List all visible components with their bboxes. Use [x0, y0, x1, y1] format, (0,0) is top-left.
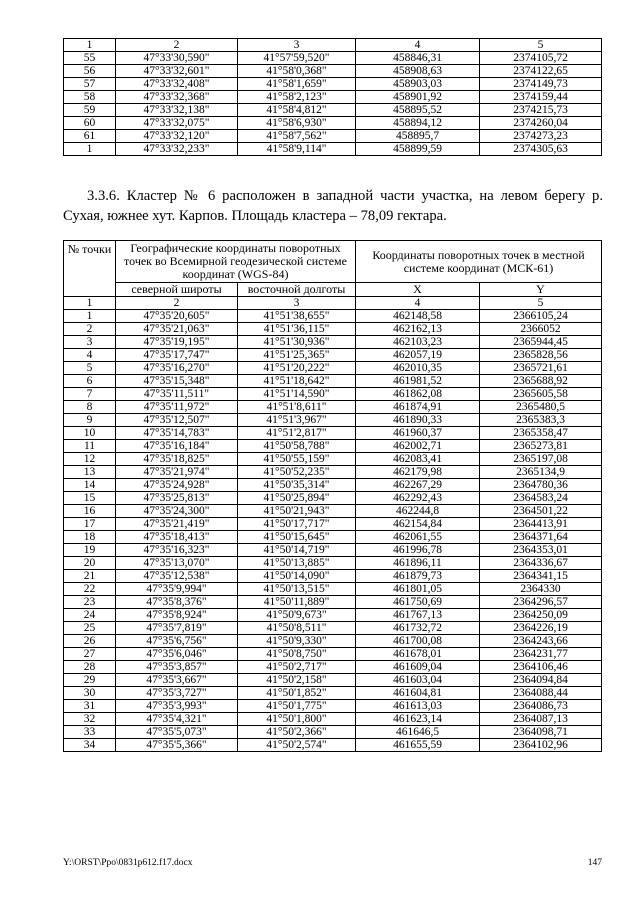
y-cell: 2365828,56	[480, 349, 602, 362]
y-cell: 2365134,9	[480, 466, 602, 479]
latitude-cell: 47°35'3,993"	[116, 700, 238, 713]
table-row	[64, 117, 602, 130]
y-cell: 2364413,91	[480, 518, 602, 531]
column-number: 1	[64, 39, 116, 52]
longitude-cell: 41°51'14,590"	[238, 388, 356, 401]
y-cell: 2364353,01	[480, 544, 602, 557]
longitude-cell: 41°50'58,788"	[238, 440, 356, 453]
longitude-cell: 41°50'13,885"	[238, 557, 356, 570]
point-number-cell: 59	[64, 104, 116, 117]
longitude-cell: 41°58'6,930"	[238, 117, 356, 130]
longitude-cell: 41°58'9,114"	[238, 143, 356, 156]
point-number-cell: 15	[64, 492, 116, 505]
point-number-cell: 9	[64, 414, 116, 427]
x-cell: 461678,01	[356, 648, 480, 661]
table-row	[64, 453, 602, 466]
longitude-cell: 41°51'30,936"	[238, 336, 356, 349]
point-number-cell: 17	[64, 518, 116, 531]
footer-page-number: 147	[587, 858, 602, 868]
table-row	[64, 323, 602, 336]
point-number-cell: 18	[64, 531, 116, 544]
latitude-cell: 47°35'6,756"	[116, 635, 238, 648]
table-row	[64, 78, 602, 91]
column-number-row	[64, 39, 602, 52]
point-number-cell: 22	[64, 583, 116, 596]
point-number-cell: 8	[64, 401, 116, 414]
x-cell: 458908,63	[356, 65, 480, 78]
point-number-cell: 28	[64, 661, 116, 674]
longitude-cell: 41°50'14,090"	[238, 570, 356, 583]
y-cell: 2364087,13	[480, 713, 602, 726]
y-cell: 2366105,24	[480, 310, 602, 323]
header-geo-coordinates: Географические координаты поворотных точек во Всемирной геодезической системе координат (WGS-84)	[116, 241, 356, 283]
x-cell: 461879,73	[356, 570, 480, 583]
longitude-cell: 41°50'1,775"	[238, 700, 356, 713]
x-cell: 458901,92	[356, 91, 480, 104]
latitude-cell: 47°33'32,368"	[116, 91, 238, 104]
latitude-cell: 47°35'3,727"	[116, 687, 238, 700]
point-number-cell: 10	[64, 427, 116, 440]
latitude-cell: 47°35'16,270"	[116, 362, 238, 375]
y-cell: 2364086,73	[480, 700, 602, 713]
point-number-cell: 33	[64, 726, 116, 739]
latitude-cell: 47°35'18,413"	[116, 531, 238, 544]
table-row	[64, 505, 602, 518]
x-cell: 462002,71	[356, 440, 480, 453]
latitude-cell: 47°35'13,070"	[116, 557, 238, 570]
latitude-cell: 47°35'25,813"	[116, 492, 238, 505]
column-number: 4	[356, 297, 480, 310]
table-row	[64, 687, 602, 700]
point-number-cell: 21	[64, 570, 116, 583]
longitude-cell: 41°51'18,642"	[238, 375, 356, 388]
x-cell: 462267,29	[356, 479, 480, 492]
y-cell: 2364088,44	[480, 687, 602, 700]
x-cell: 462179,98	[356, 466, 480, 479]
longitude-cell: 41°58'0,368"	[238, 65, 356, 78]
point-number-cell: 3	[64, 336, 116, 349]
latitude-cell: 47°35'14,783"	[116, 427, 238, 440]
header-longitude: восточной долготы	[238, 283, 356, 297]
y-cell: 2364501,22	[480, 505, 602, 518]
x-cell: 461890,33	[356, 414, 480, 427]
longitude-cell: 41°57'59,520"	[238, 52, 356, 65]
point-number-cell: 5	[64, 362, 116, 375]
latitude-cell: 47°33'32,601"	[116, 65, 238, 78]
latitude-cell: 47°35'19,195"	[116, 336, 238, 349]
table-row	[64, 518, 602, 531]
y-cell: 2364330	[480, 583, 602, 596]
longitude-cell: 41°50'15,645"	[238, 531, 356, 544]
point-number-cell: 1	[64, 143, 116, 156]
y-cell: 2364094,84	[480, 674, 602, 687]
longitude-cell: 41°58'4,812"	[238, 104, 356, 117]
table-row	[64, 414, 602, 427]
latitude-cell: 47°35'9,994"	[116, 583, 238, 596]
longitude-cell: 41°50'13,515"	[238, 583, 356, 596]
longitude-cell: 41°50'2,366"	[238, 726, 356, 739]
table-row	[64, 726, 602, 739]
table-row	[64, 375, 602, 388]
table-row	[64, 583, 602, 596]
point-number-cell: 16	[64, 505, 116, 518]
column-number-row	[64, 297, 602, 310]
x-cell: 461700,08	[356, 635, 480, 648]
point-number-cell: 57	[64, 78, 116, 91]
x-cell: 461896,11	[356, 557, 480, 570]
y-cell: 2374149,73	[480, 78, 602, 91]
x-cell: 462010,35	[356, 362, 480, 375]
latitude-cell: 47°35'3,857"	[116, 661, 238, 674]
y-cell: 2364341,15	[480, 570, 602, 583]
longitude-cell: 41°50'9,330"	[238, 635, 356, 648]
longitude-cell: 41°50'52,235"	[238, 466, 356, 479]
column-number: 1	[64, 297, 116, 310]
y-cell: 2374122,65	[480, 65, 602, 78]
x-cell: 458895,52	[356, 104, 480, 117]
y-cell: 2364098,71	[480, 726, 602, 739]
x-cell: 462162,13	[356, 323, 480, 336]
point-number-cell: 14	[64, 479, 116, 492]
x-cell: 462154,84	[356, 518, 480, 531]
latitude-cell: 47°35'8,924"	[116, 609, 238, 622]
x-cell: 458894,12	[356, 117, 480, 130]
x-cell: 458899,59	[356, 143, 480, 156]
x-cell: 461655,59	[356, 739, 480, 752]
table-row	[64, 362, 602, 375]
y-cell: 2365197,08	[480, 453, 602, 466]
longitude-cell: 41°58'7,562"	[238, 130, 356, 143]
y-cell: 2364106,46	[480, 661, 602, 674]
longitude-cell: 41°51'25,365"	[238, 349, 356, 362]
x-cell: 462292,43	[356, 492, 480, 505]
point-number-cell: 58	[64, 91, 116, 104]
longitude-cell: 41°51'2,817"	[238, 427, 356, 440]
latitude-cell: 47°33'32,233"	[116, 143, 238, 156]
table-row	[64, 544, 602, 557]
table-row	[64, 65, 602, 78]
column-number: 2	[116, 39, 238, 52]
latitude-cell: 47°35'7,819"	[116, 622, 238, 635]
y-cell: 2374159,44	[480, 91, 602, 104]
table-row	[64, 531, 602, 544]
x-cell: 461609,04	[356, 661, 480, 674]
latitude-cell: 47°33'30,590"	[116, 52, 238, 65]
x-cell: 462103,23	[356, 336, 480, 349]
longitude-cell: 41°51'20,222"	[238, 362, 356, 375]
latitude-cell: 47°35'15,348"	[116, 375, 238, 388]
y-cell: 2364243,66	[480, 635, 602, 648]
table-row	[64, 492, 602, 505]
longitude-cell: 41°50'2,158"	[238, 674, 356, 687]
table-row	[64, 336, 602, 349]
table-row	[64, 635, 602, 648]
x-cell: 461604,81	[356, 687, 480, 700]
point-number-cell: 2	[64, 323, 116, 336]
longitude-cell: 41°50'9,673"	[238, 609, 356, 622]
latitude-cell: 47°35'4,321"	[116, 713, 238, 726]
table-row	[64, 739, 602, 752]
x-cell: 461732,72	[356, 622, 480, 635]
table-row	[64, 104, 602, 117]
latitude-cell: 47°35'24,928"	[116, 479, 238, 492]
x-cell: 461750,69	[356, 596, 480, 609]
x-cell: 461613,03	[356, 700, 480, 713]
longitude-cell: 41°50'55,159"	[238, 453, 356, 466]
x-cell: 461874,91	[356, 401, 480, 414]
table-row	[64, 661, 602, 674]
y-cell: 2364583,24	[480, 492, 602, 505]
table-row	[64, 713, 602, 726]
x-cell: 458846,31	[356, 52, 480, 65]
longitude-cell: 41°58'1,659"	[238, 78, 356, 91]
x-cell: 461646,5	[356, 726, 480, 739]
y-cell: 2365605,58	[480, 388, 602, 401]
y-cell: 2364102,96	[480, 739, 602, 752]
latitude-cell: 47°35'5,073"	[116, 726, 238, 739]
point-number-cell: 26	[64, 635, 116, 648]
table-row	[64, 310, 602, 323]
point-number-cell: 60	[64, 117, 116, 130]
cluster-6-coordinates-table	[63, 240, 602, 752]
y-cell: 2365358,47	[480, 427, 602, 440]
longitude-cell: 41°51'36,115"	[238, 323, 356, 336]
x-cell: 462244,8	[356, 505, 480, 518]
y-cell: 2374215,73	[480, 104, 602, 117]
latitude-cell: 47°35'24,300"	[116, 505, 238, 518]
y-cell: 2366052	[480, 323, 602, 336]
cluster-6-description: 3.3.6. Кластер № 6 расположен в западной части участка, на левом берегу р. Сухая, южнее хут. Карпов. Площадь кластера – 78,09 гектара.	[63, 188, 603, 224]
point-number-cell: 24	[64, 609, 116, 622]
latitude-cell: 47°35'3,667"	[116, 674, 238, 687]
latitude-cell: 47°35'17,747"	[116, 349, 238, 362]
header-latitude: северной широты	[116, 283, 238, 297]
table-row	[64, 91, 602, 104]
table-row	[64, 52, 602, 65]
point-number-cell: 55	[64, 52, 116, 65]
latitude-cell: 47°35'12,538"	[116, 570, 238, 583]
y-cell: 2374105,72	[480, 52, 602, 65]
latitude-cell: 47°35'21,063"	[116, 323, 238, 336]
latitude-cell: 47°35'11,511"	[116, 388, 238, 401]
latitude-cell: 47°33'32,075"	[116, 117, 238, 130]
latitude-cell: 47°35'8,376"	[116, 596, 238, 609]
point-number-cell: 13	[64, 466, 116, 479]
column-number: 3	[238, 39, 356, 52]
y-cell: 2365480,5	[480, 401, 602, 414]
table-row	[64, 401, 602, 414]
point-number-cell: 25	[64, 622, 116, 635]
y-cell: 2364780,36	[480, 479, 602, 492]
table-row	[64, 674, 602, 687]
x-cell: 461603,04	[356, 674, 480, 687]
point-number-cell: 1	[64, 310, 116, 323]
table-row	[64, 557, 602, 570]
x-cell: 462083,41	[356, 453, 480, 466]
latitude-cell: 47°35'12,507"	[116, 414, 238, 427]
longitude-cell: 41°50'2,717"	[238, 661, 356, 674]
y-cell: 2364371,64	[480, 531, 602, 544]
x-cell: 461960,37	[356, 427, 480, 440]
header-point-number: № точки	[64, 241, 116, 297]
footer-file-path: Y:\ORST\Ppo\0831p612.f17.docx	[63, 858, 193, 868]
x-cell: 458903,03	[356, 78, 480, 91]
longitude-cell: 41°50'25,894"	[238, 492, 356, 505]
y-cell: 2364336,67	[480, 557, 602, 570]
y-cell: 2364296,57	[480, 596, 602, 609]
header-y: Y	[480, 283, 602, 297]
point-number-cell: 4	[64, 349, 116, 362]
header-local-coordinates: Координаты поворотных точек в местной системе координат (МСК-61)	[356, 241, 602, 283]
longitude-cell: 41°51'3,967"	[238, 414, 356, 427]
x-cell: 461981,52	[356, 375, 480, 388]
longitude-cell: 41°50'35,314"	[238, 479, 356, 492]
table-row	[64, 596, 602, 609]
y-cell: 2365688,92	[480, 375, 602, 388]
longitude-cell: 41°58'2,123"	[238, 91, 356, 104]
x-cell: 462148,58	[356, 310, 480, 323]
table-row	[64, 570, 602, 583]
y-cell: 2365273,81	[480, 440, 602, 453]
x-cell: 461862,08	[356, 388, 480, 401]
longitude-cell: 41°50'21,943"	[238, 505, 356, 518]
longitude-cell: 41°50'11,889"	[238, 596, 356, 609]
latitude-cell: 47°35'21,419"	[116, 518, 238, 531]
point-number-cell: 30	[64, 687, 116, 700]
longitude-cell: 41°51'38,655"	[238, 310, 356, 323]
column-number: 3	[238, 297, 356, 310]
y-cell: 2364250,09	[480, 609, 602, 622]
point-number-cell: 19	[64, 544, 116, 557]
latitude-cell: 47°35'6,046"	[116, 648, 238, 661]
longitude-cell: 41°50'1,852"	[238, 687, 356, 700]
table-row	[64, 479, 602, 492]
latitude-cell: 47°35'11,972"	[116, 401, 238, 414]
longitude-cell: 41°50'17,717"	[238, 518, 356, 531]
y-cell: 2364226,19	[480, 622, 602, 635]
x-cell: 461801,05	[356, 583, 480, 596]
latitude-cell: 47°35'16,184"	[116, 440, 238, 453]
coordinates-table-continued	[63, 38, 602, 156]
table-row	[64, 622, 602, 635]
point-number-cell: 20	[64, 557, 116, 570]
point-number-cell: 12	[64, 453, 116, 466]
point-number-cell: 27	[64, 648, 116, 661]
point-number-cell: 7	[64, 388, 116, 401]
header-x: X	[356, 283, 480, 297]
longitude-cell: 41°50'14,719"	[238, 544, 356, 557]
point-number-cell: 29	[64, 674, 116, 687]
x-cell: 462057,19	[356, 349, 480, 362]
point-number-cell: 32	[64, 713, 116, 726]
longitude-cell: 41°50'8,750"	[238, 648, 356, 661]
y-cell: 2374260,04	[480, 117, 602, 130]
longitude-cell: 41°50'8,511"	[238, 622, 356, 635]
latitude-cell: 47°33'32,408"	[116, 78, 238, 91]
latitude-cell: 47°33'32,138"	[116, 104, 238, 117]
table-row	[64, 349, 602, 362]
point-number-cell: 31	[64, 700, 116, 713]
table-row	[64, 130, 602, 143]
y-cell: 2364231,77	[480, 648, 602, 661]
table-row	[64, 440, 602, 453]
latitude-cell: 47°35'20,605"	[116, 310, 238, 323]
x-cell: 462061,55	[356, 531, 480, 544]
table-row	[64, 427, 602, 440]
y-cell: 2374273,23	[480, 130, 602, 143]
x-cell: 461623,14	[356, 713, 480, 726]
table-row	[64, 700, 602, 713]
y-cell: 2365944,45	[480, 336, 602, 349]
point-number-cell: 6	[64, 375, 116, 388]
y-cell: 2365721,61	[480, 362, 602, 375]
column-number: 5	[480, 39, 602, 52]
x-cell: 458895,7	[356, 130, 480, 143]
longitude-cell: 41°50'2,574"	[238, 739, 356, 752]
latitude-cell: 47°33'32,120"	[116, 130, 238, 143]
longitude-cell: 41°51'8,611"	[238, 401, 356, 414]
x-cell: 461996,78	[356, 544, 480, 557]
table-row	[64, 143, 602, 156]
y-cell: 2374305,63	[480, 143, 602, 156]
table-row	[64, 648, 602, 661]
column-number: 2	[116, 297, 238, 310]
point-number-cell: 23	[64, 596, 116, 609]
latitude-cell: 47°35'21,974"	[116, 466, 238, 479]
table-row	[64, 466, 602, 479]
point-number-cell: 56	[64, 65, 116, 78]
point-number-cell: 34	[64, 739, 116, 752]
latitude-cell: 47°35'18,825"	[116, 453, 238, 466]
point-number-cell: 61	[64, 130, 116, 143]
column-number: 5	[480, 297, 602, 310]
latitude-cell: 47°35'16,323"	[116, 544, 238, 557]
latitude-cell: 47°35'5,366"	[116, 739, 238, 752]
table-row	[64, 388, 602, 401]
column-number: 4	[356, 39, 480, 52]
longitude-cell: 41°50'1,800"	[238, 713, 356, 726]
y-cell: 2365383,3	[480, 414, 602, 427]
table-row	[64, 609, 602, 622]
x-cell: 461767,13	[356, 609, 480, 622]
point-number-cell: 11	[64, 440, 116, 453]
